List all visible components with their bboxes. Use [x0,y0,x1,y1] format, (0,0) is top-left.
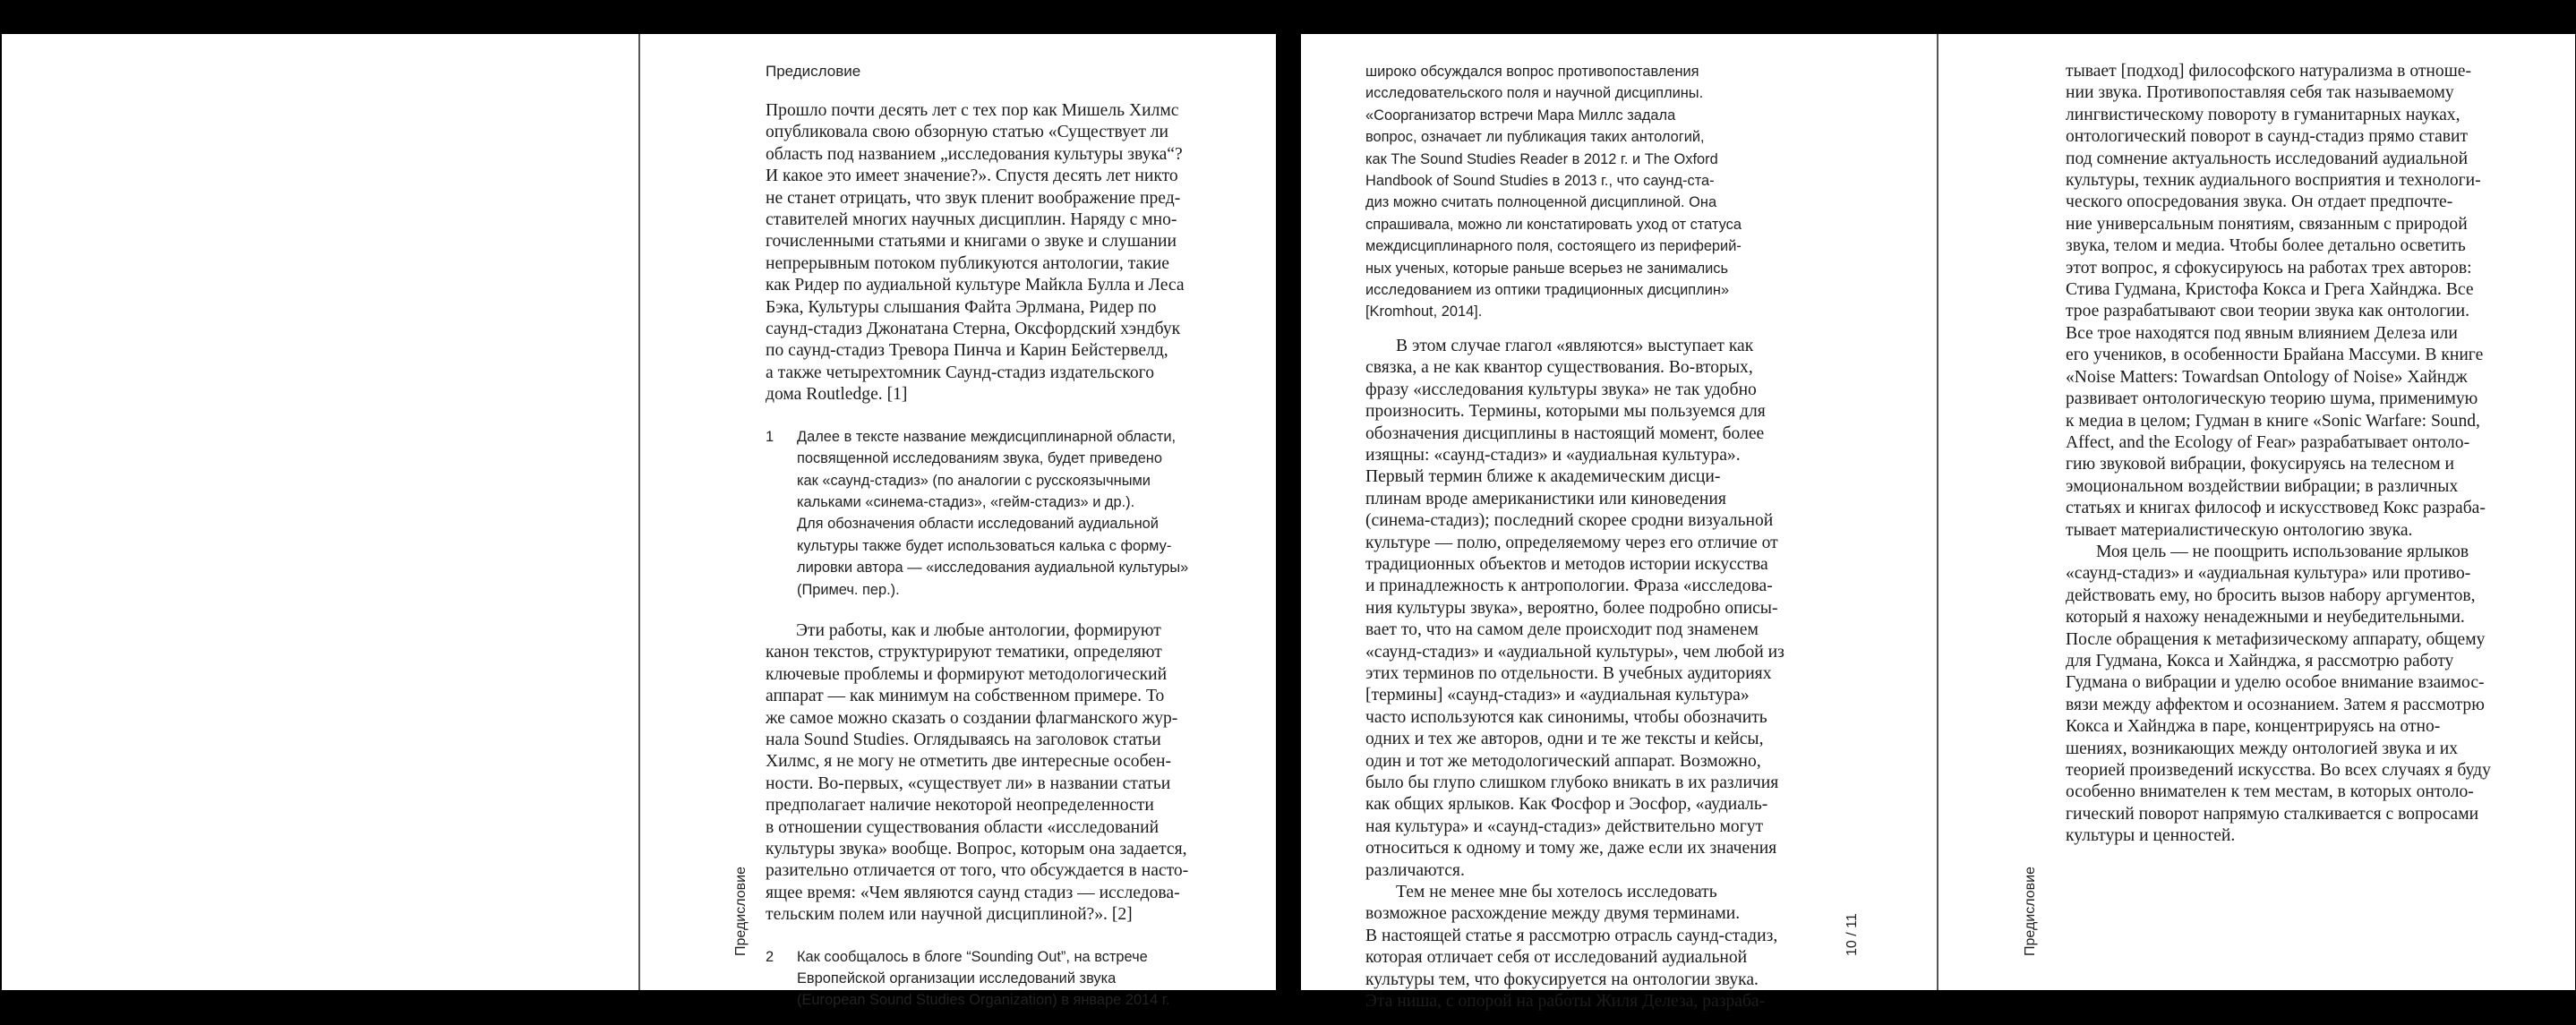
text-line: ставителей многих научных дисциплин. Наряду с мно- [766,210,1177,230]
text-line: Первый термин ближе к академическим дисци- [1365,467,1721,487]
text-line: нии звука. Противопоставляя себя так называемому [2066,83,2454,103]
text-line: «Noise Matters: Towardsan Ontology of Noise» Хайндж [2066,367,2468,387]
text-line: фразу «исследования культуры звука» не так удобно [1365,380,1757,399]
text-line: культуры и ценностей. [2066,826,2236,846]
text-line: В настоящей статье я рассмотрю отрасль саунд-стадиз, [1365,926,1778,945]
text-line: под сомнение актуальность исследований аудиальной [2066,149,2469,168]
text-line: вязи между аффектом и осознанием. Затем я рассмотрю [2066,695,2485,714]
text-line: исследованием из оптики традиционных дисциплин» [1365,282,1730,299]
right-text-column-2 [2066,61,2554,848]
text-line: шениях, возникающих между онтологией звука и их [2066,739,2459,758]
text-line: теорией произведений искусства. Во всех случаях я буду [2066,761,2491,780]
running-head: Предисловие [766,63,861,80]
right-text-column-1 [1365,61,1786,1012]
right-page-spread [1301,34,2575,1012]
text-line: гочисленными статьями и книгами о звуке и слушании [766,232,1177,252]
text-line: лировки автора — «исследования аудиальной культуры» [797,559,1189,577]
text-line: Эти работы, как и любые антологии, формируют [796,620,1161,640]
text-line: Далее в тексте название междисциплинарной области, [797,428,1177,445]
text-line: область под названием „исследования культуры звука“? [766,144,1183,164]
text-line: культуры, техник аудиального восприятия и технологи- [2066,171,2481,191]
margin-section-label: Предисловие [2023,867,2038,956]
text-line: плинам вроде американистики или киноведения [1365,489,1726,508]
text-line: опубликовала свою обзорную статью «Существует ли [766,123,1169,142]
text-line: статьях и книгах философ и искусствовед Кокс разраба- [2066,499,2486,518]
text-line: этих терминов по отдельности. В учебных аудиториях [1365,663,1772,683]
text-line: (Примеч. пер.). [797,581,900,598]
text-line: действовать ему, но бросить вызов набору аргументов, [2066,585,2476,605]
text-line: вает то, что на самом деле происходит под знаменем [1365,620,1759,640]
text-line: часто используются как синонимы, чтобы обозначить [1365,707,1767,727]
text-line: канон текстов, структурируют тематики, определяют [766,643,1162,662]
text-line: произносить. Термины, которыми мы пользуемся для [1365,402,1766,422]
footnote-2 [766,946,1249,1012]
text-line: же самое можно сказать о создании флагманского жур- [766,708,1178,728]
text-line: культуры также будет использоваться калька с форму- [797,537,1172,554]
text-line: Гудмана о вибрации и уделю особое внимание взаимос- [2066,673,2485,693]
text-line: ние универсальным понятиям, связанным с природой [2066,214,2468,234]
text-line: ческого опосредования звука. Он отдает предпочте- [2066,192,2453,212]
left-text-column [766,100,1249,1012]
text-line: для Гудмана, Кокса и Хайнджа, я рассмотрю работу [2066,651,2454,671]
text-line: Кокса и Хайнджа в паре, концентрируясь на отно- [2066,717,2441,737]
text-line: «саунд-стадиз» и «аудиальная культура» или противо- [2066,564,2471,584]
text-line: ных ученых, которые раньше всерьез не занимались [1365,260,1729,277]
text-line: Стива Гудмана, Кристофа Кокса и Грега Хайнджа. Все [2066,280,2474,300]
text-line: Моя цель — не поощрить использование ярлыков [2096,542,2469,561]
margin-section-label: Предисловие [733,867,749,956]
text-line: непрерывным потоком публикуются антологии, такие [766,253,1169,273]
text-line: в отношении существования области «исследований [766,817,1160,837]
text-line: одних и тех же авторов, одни и те же тексты и кейсы, [1365,730,1764,749]
text-line: И какое это имеет значение?». Спустя десять лет никто [766,167,1178,186]
text-line: [Kromhout, 2014]. [1365,303,1483,320]
text-line: связка, а не как квантор существования. Во-вторых, [1365,358,1753,378]
text-line: обозначения дисциплины в настоящий момент, более [1365,423,1765,443]
text-line: Хилмс, я не могу не отметить две интересные особен- [766,752,1172,772]
text-line: После обращения к метафизическому аппарату, общему [2066,629,2486,649]
text-line: изящны: «саунд-стадиз» и «аудиальная культура». [1365,445,1741,465]
text-line: кальками «синема-стадиз», «гейм-стадиз» и др.). [797,493,1135,510]
body-paragraph [1365,336,1786,882]
text-line: Affect, and the Ecology of Fear» разрабатывает онтоло- [2066,432,2470,452]
text-line: ключевые проблемы и формируют методологический [766,664,1168,684]
footnote-text [797,426,1249,601]
text-line: культуры звука» вообще. Вопрос, которым она задается, [766,840,1187,858]
footnote-1 [766,426,1249,601]
text-line: гию звуковой вибрации, фокусируясь на телесном и [2066,455,2455,474]
text-line: предполагает наличие некоторой неопределенности [766,796,1154,816]
footnote-number: 1 [766,428,775,445]
page-gutter-line [638,34,640,990]
text-line: как «саунд-стадиз» (по аналогии с русскоязычными [797,472,1151,489]
text-line: культуры тем, что фокусируется на онтологии звука. [1365,969,1759,989]
body-paragraph [2066,61,2554,542]
text-line: Эта ниша, с опорой на работы Жиля Делеза, разраба- [1365,992,1766,1012]
text-line: ния культуры звука», вероятно, более подробно описы- [1365,598,1778,618]
text-line: ная культура» и «саунд-стадиз» действительно могут [1365,816,1764,836]
text-line: относиться к одному и тому же, даже если их значения [1365,839,1777,858]
text-line: Тем не менее мне бы хотелось исследовать [1396,883,1717,902]
text-line: гический поворот напрямую сталкивается с вопросами [2066,804,2479,824]
text-line: В этом случае глагол «являются» выступает как [1396,336,1754,355]
text-line: лингвистическому повороту в гуманитарных науках, [2066,105,2460,124]
text-line: а также четырехтомник Саунд-стадиз издательского [766,363,1155,382]
text-line: «Соорганизатор встречи Мара Миллс задала [1365,107,1676,124]
text-line: дома Routledge. [1] [766,385,908,405]
text-line: саунд-стадиз Джонатана Стерна, Оксфордский хэндбук [766,320,1181,339]
text-line: было бы глупо слишком глубоко вникать в их различия [1365,773,1779,792]
text-line: вопрос, означает ли публикация таких антологий, [1365,129,1705,146]
body-paragraph [1365,882,1786,1012]
text-line: тывает материалистическую онтологию звука. [2066,520,2413,540]
text-line: Все трое находятся под явным влиянием Делеза или [2066,323,2458,343]
text-line: нала Sound Studies. Оглядываясь на заголовок статьи [766,730,1161,749]
text-line: не станет отрицать, что звук пленит воображение пред- [766,188,1181,208]
text-line: эмоциональном воздействии вибрации; в различных [2066,476,2459,496]
text-line: разительно отличается от того, что обсуждается в насто- [766,861,1189,881]
text-line: спрашивала, можно ли констатировать уход от статуса [1365,216,1742,233]
text-line: (European Sound Studies Organization) в январе 2014 г. [797,992,1170,1009]
text-line: [термины] «саунд-стадиз» и «аудиальная культура» [1365,686,1750,705]
text-line: возможное расхождение между двумя терминами. [1365,904,1741,924]
text-line: исследовательского поля и научной дисциплины. [1365,85,1704,102]
body-paragraph [2066,542,2554,848]
text-line: как Ридер по аудиальной культуре Майкла Булла и Леса [766,276,1185,295]
text-line: (синема-стадиз); последний скорее сродни визуальной [1365,511,1774,531]
left-page-spread [2,34,1276,1009]
footnote-number: 2 [766,948,775,965]
text-line: трое разрабатывают свои теории звука как онтологии. [2066,302,2469,321]
text-line: аппарат — как минимум на собственном примере. То [766,687,1165,706]
text-line: развивает онтологическую теорию шума, применимую [2066,389,2478,409]
body-paragraph [766,620,1249,927]
text-line: ности. Во-первых, «существует ли» в названии статьи [766,773,1171,793]
text-line: Handbook of Sound Studies в 2013 г., что саунд-ста- [1365,173,1715,190]
text-line: широко обсуждался вопрос противопоставления [1365,64,1699,80]
text-line: междисциплинарного поля, состоящего из периферий- [1365,238,1742,255]
text-line: тывает [подход] философского натурализма в отноше- [2066,62,2472,81]
page-number: 10 / 11 [1844,913,1860,956]
text-line: этот вопрос, я сфокусируюсь на работах трех авторов: [2066,258,2472,278]
text-line: диз можно считать полноценной дисциплиной. Она [1365,194,1717,211]
intro-paragraph [766,100,1249,406]
text-line: Для обозначения области исследований аудиальной [797,516,1159,533]
text-line: его учеников, в особенности Брайана Массуми. В книге [2066,346,2484,365]
text-line: онтологический поворот в саунд-стадиз прямо ставит [2066,127,2469,147]
text-line: Как сообщалось в блоге “Sounding Out”, на встрече [797,948,1148,965]
text-line: Прошло почти десять лет с тех пор как Мишель Хилмс [766,101,1179,120]
text-line: как The Sound Studies Reader в 2012 г. и The Oxford [1365,150,1718,167]
text-line: как общих ярлыков. Как Фосфор и Эосфор, «аудиаль- [1365,795,1768,815]
text-line: различаются. [1365,860,1465,880]
text-line: один и тот же методологический аппарат. Возможно, [1365,751,1761,771]
text-line: ящее время: «Чем являются саунд стадиз — исследова- [766,883,1180,902]
text-line: Европейской организации исследований звука [797,970,1117,987]
text-line: культуре — полю, определяемому через его отличие от [1365,533,1778,552]
text-line: особенно внимателен к тем местам, в которых онтоло- [2066,782,2474,802]
text-line: и принадлежность к антропологии. Фраза «исследова- [1365,577,1773,596]
text-line: которая отличает себя от исследований аудиальной [1365,948,1748,968]
text-line: традиционных объектов и методов истории искусства [1365,554,1768,574]
text-line: звука, телом и медиа. Чтобы более детально осветить [2066,236,2466,256]
text-line: Бэка, Культуры слышания Файта Эрлмана, Ридер по [766,297,1157,317]
text-line: «саунд-стадиз» и «аудиальной культуры», чем любой из [1365,642,1784,662]
page-gutter-line [1937,34,1938,990]
text-line: тельским полем или научной дисциплиной?». [2] [766,905,1133,925]
text-line: посвященной исследованиям звука, будет приведено [797,450,1162,467]
text-line: к медиа в целом; Гудман в книге «Sonic Warfare: Sound, [2066,411,2480,431]
text-line: по саунд-стадиз Тревора Пинча и Карин Бейстервелд, [766,341,1168,361]
footnote-continued [1365,61,1786,323]
text-line: который я нахожу ненадежными и неубедительными. [2066,608,2465,628]
footnote-text [797,946,1249,1012]
